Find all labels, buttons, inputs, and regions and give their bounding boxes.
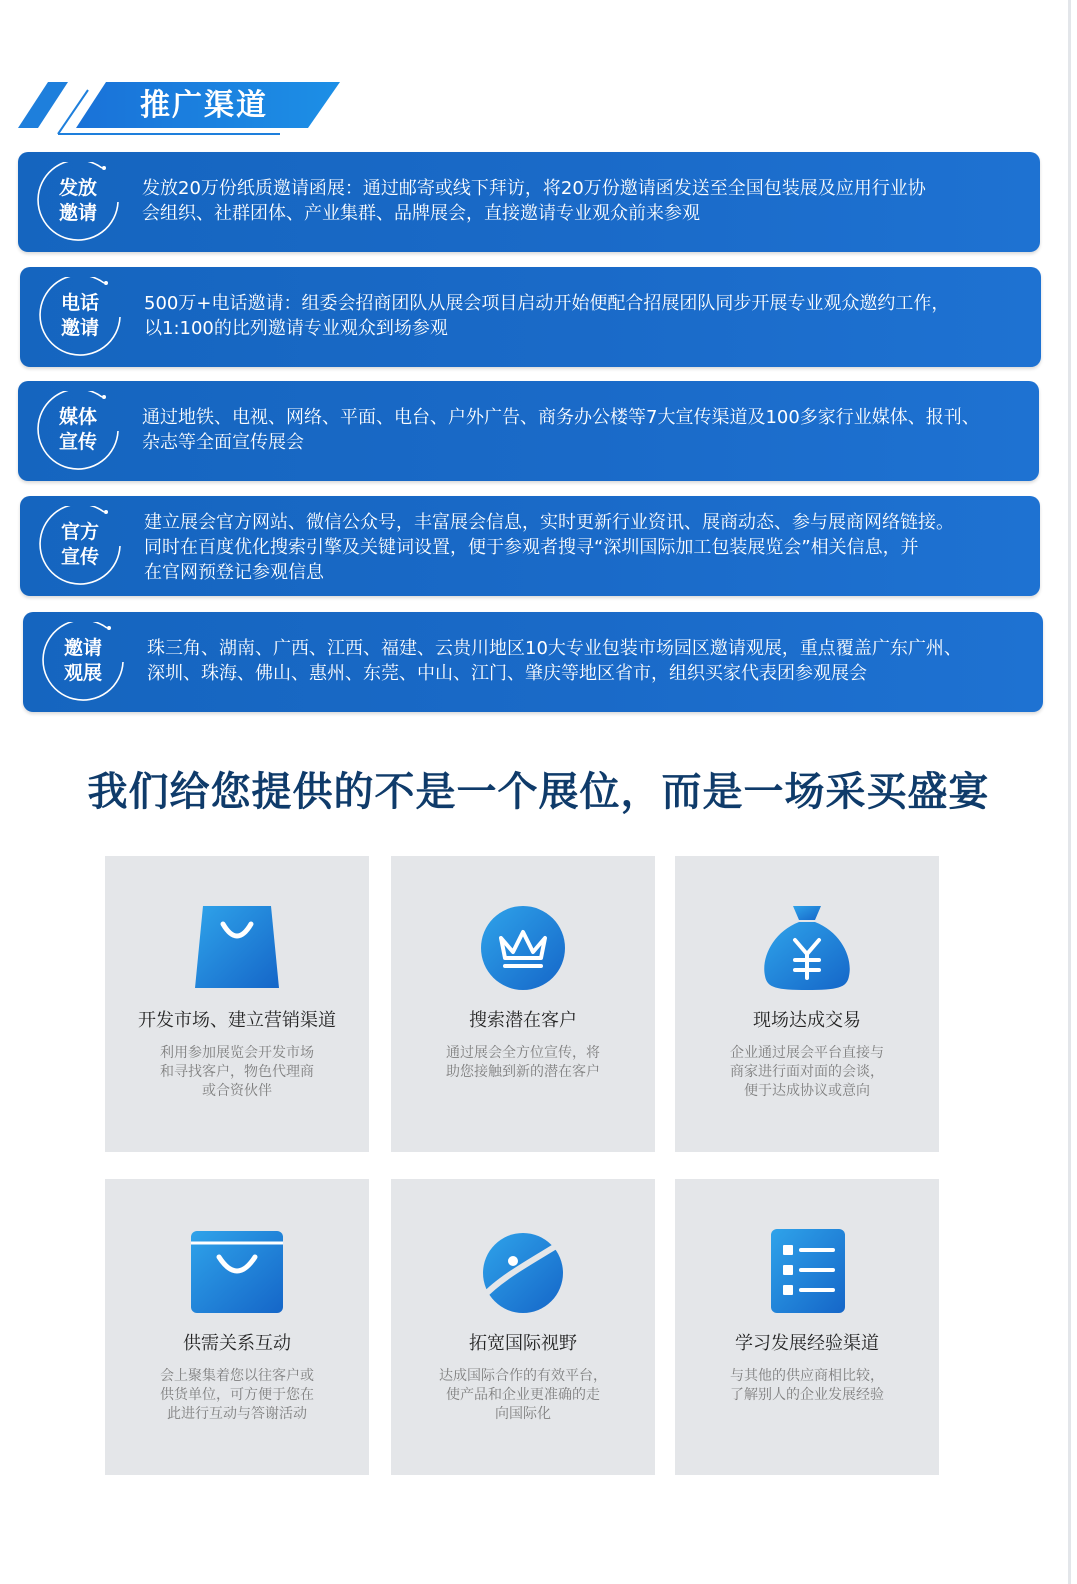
- planet-icon: [473, 1225, 573, 1317]
- benefit-tile-market: [105, 856, 369, 1152]
- benefit-title: 拓宽国际视野: [469, 1333, 577, 1354]
- channel-badge: [36, 162, 120, 242]
- channel-card-official: [20, 496, 1040, 596]
- benefit-description: 企业通过展会平台直接与 商家进行面对面的会谈， 便于达成协议或意向: [730, 1045, 884, 1099]
- section-banner: [18, 80, 348, 136]
- benefit-description: 会上聚集着您以往客户或 供货单位，可方便于您在 此进行互动与答谢活动: [160, 1368, 314, 1422]
- badge-label: 电话 邀请: [60, 292, 99, 339]
- shopping-bag-icon: [187, 902, 287, 994]
- list-icon: [757, 1225, 857, 1317]
- channel-card-tour: [23, 612, 1043, 712]
- crown-icon: [473, 902, 573, 994]
- money-bag-icon: [757, 902, 857, 994]
- channel-description: 建立展会官方网站、微信公众号，丰富展会信息，实时更新行业资讯、展商动态、参与展商网络链接。 同时在百度优化搜索引擎及关键词设置，便于参观者搜寻“深圳国际加工包装展览会”相关信息，并 在官网预登记参观信息: [144, 512, 954, 583]
- benefit-title: 学习发展经验渠道: [735, 1333, 879, 1354]
- badge-label: 官方 宣传: [60, 521, 99, 568]
- benefit-title: 开发市场、建立营销渠道: [138, 1010, 336, 1031]
- channel-description: 珠三角、湖南、广西、江西、福建、云贵川地区10大专业包装市场园区邀请观展，重点覆盖广东广州、 深圳、珠海、佛山、惠州、东莞、中山、江门、肇庆等地区省市，组织买家代表团参观展会: [147, 638, 962, 684]
- benefit-description: 达成国际合作的有效平台， 使产品和企业更准确的走 向国际化: [439, 1368, 607, 1422]
- benefit-tile-learning: [675, 1179, 939, 1475]
- shopping-basket-icon: [187, 1225, 287, 1317]
- channel-description: 500万+电话邀请：组委会招商团队从展会项目启动开始便配合招展团队同步开展专业观众邀约工作， 以1:100的比列邀请专业观众到场参观: [144, 293, 950, 339]
- benefit-description: 利用参加展览会开发市场 和寻找客户，物色代理商 或合资伙伴: [160, 1045, 314, 1099]
- channel-card-media: [18, 381, 1039, 481]
- channel-badge: [41, 622, 125, 702]
- channel-badge: [38, 277, 122, 357]
- badge-label: 邀请 观展: [63, 637, 102, 684]
- benefit-tile-customers: [391, 856, 655, 1152]
- headline: 我们给您提供的不是一个展位，而是一场采买盛宴: [87, 769, 990, 815]
- channel-description: 发放20万份纸质邀请函展：通过邮寄或线下拜访，将20万份邀请函发送至全国包装展及应用行业协 会组织、社群团体、产业集群、品牌展会，直接邀请专业观众前来参观: [142, 178, 926, 224]
- channel-description: 通过地铁、电视、网络、平面、电台、户外广告、商务办公楼等7大宣传渠道及100多家行业媒体、报刊、 杂志等全面宣传展会: [142, 407, 980, 453]
- benefit-title: 供需关系互动: [183, 1333, 291, 1354]
- benefit-title: 搜索潜在客户: [469, 1010, 577, 1031]
- badge-label: 发放 邀请: [58, 177, 97, 224]
- channel-badge: [38, 506, 122, 586]
- benefit-description: 与其他的供应商相比较， 了解别人的企业发展经验: [730, 1368, 884, 1403]
- benefit-tile-deal: [675, 856, 939, 1152]
- channel-card-mail: [18, 152, 1040, 252]
- section-title: 推广渠道: [140, 88, 268, 123]
- benefit-title: 现场达成交易: [753, 1010, 861, 1031]
- benefit-tile-interaction: [105, 1179, 369, 1475]
- benefit-description: 通过展会全方位宣传，将 助您接触到新的潜在客户: [446, 1045, 600, 1080]
- channel-card-phone: [20, 267, 1041, 367]
- channel-badge: [36, 391, 120, 471]
- benefit-tile-global: [391, 1179, 655, 1475]
- badge-label: 媒体 宣传: [58, 406, 97, 453]
